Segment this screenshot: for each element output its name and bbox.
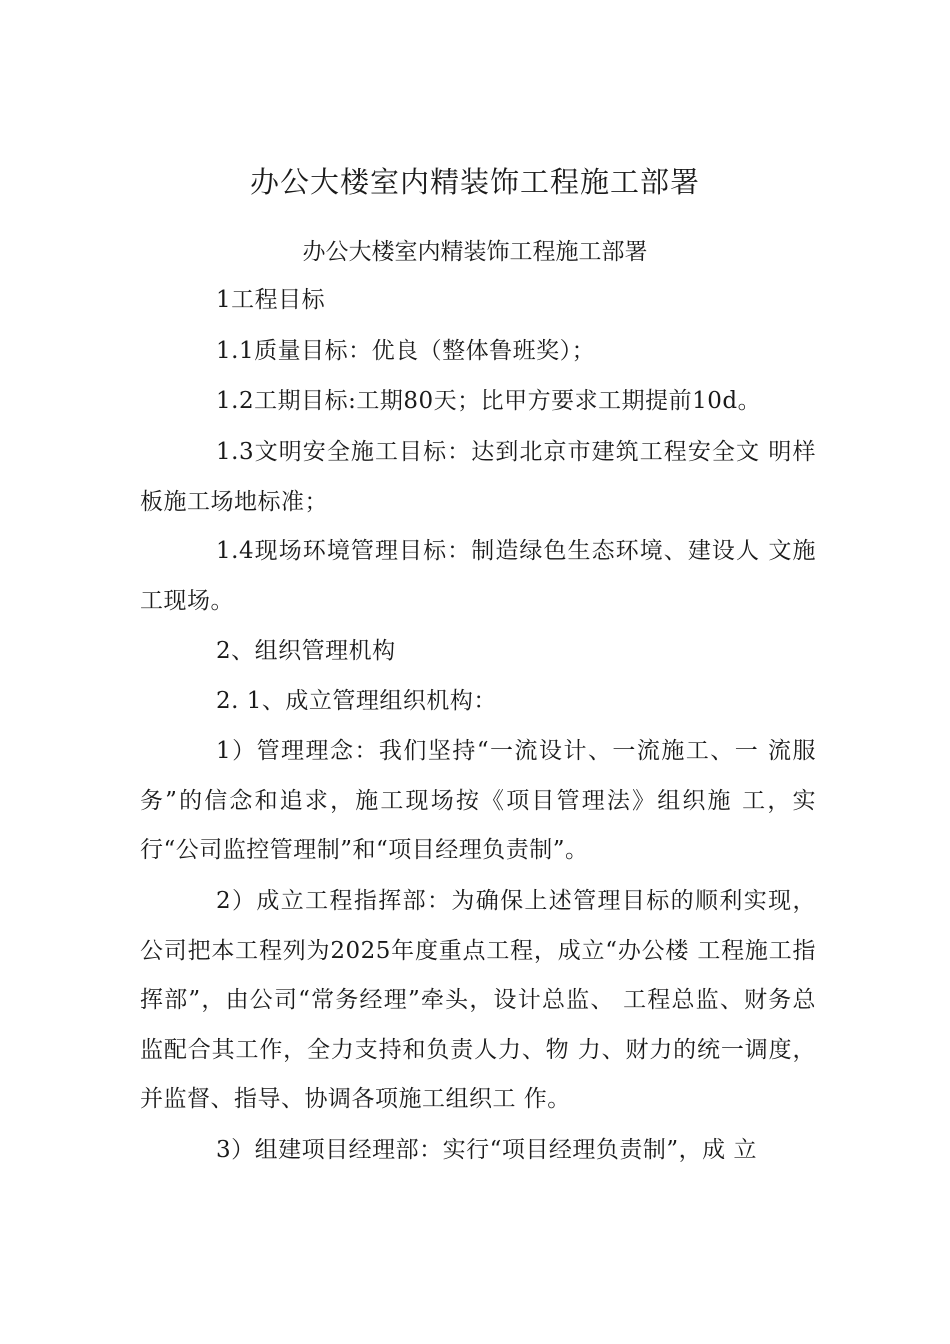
paragraph-project-goals-heading: 1工程目标 xyxy=(216,287,326,313)
paragraph-management-philosophy: 1）管理理念：我们坚持“一流设计、一流施工、一 流服务”的信念和追求，施工现场按《项目管理法》组织施 工，实行“公司监控管理制”和“项目经理负责制”。 xyxy=(140,738,816,863)
paragraph-project-department: 3）组建项目经理部：实行“项目经理负责制”，成 立 xyxy=(216,1137,757,1163)
paragraph-organization-setup: 2. 1、成立管理组织机构： xyxy=(216,688,497,714)
paragraph-environment-goal: 1.4现场环境管理目标：制造绿色生态环境、建设人 文施工现场。 xyxy=(140,538,816,614)
paragraph-quality-goal: 1.1质量目标：优良（整体鲁班奖）； xyxy=(216,338,596,364)
document-title: 办公大楼室内精装饰工程施工部署 xyxy=(249,165,700,199)
document-subtitle: 办公大楼室内精装饰工程施工部署 xyxy=(302,239,648,265)
paragraph-organization-heading: 2、组织管理机构 xyxy=(216,638,396,664)
paragraph-schedule-goal: 1.2工期目标:工期80天；比甲方要求工期提前10d。 xyxy=(216,388,762,414)
paragraph-command-center: 2）成立工程指挥部：为确保上述管理目标的顺利实现，公司把本工程列为2025年度重点工程，成立“办公楼 工程施工指挥部”，由公司“常务经理”牵头，设计总监、 工程总监、财务总监配合其工作，全力支持和负责人力、物 力、财力的统一调度，并监督、指导、协调各项施工组织工 作。 xyxy=(140,888,816,1112)
paragraph-safety-goal: 1.3文明安全施工目标：达到北京市建筑工程安全文 明样板施工场地标准； xyxy=(140,439,816,515)
